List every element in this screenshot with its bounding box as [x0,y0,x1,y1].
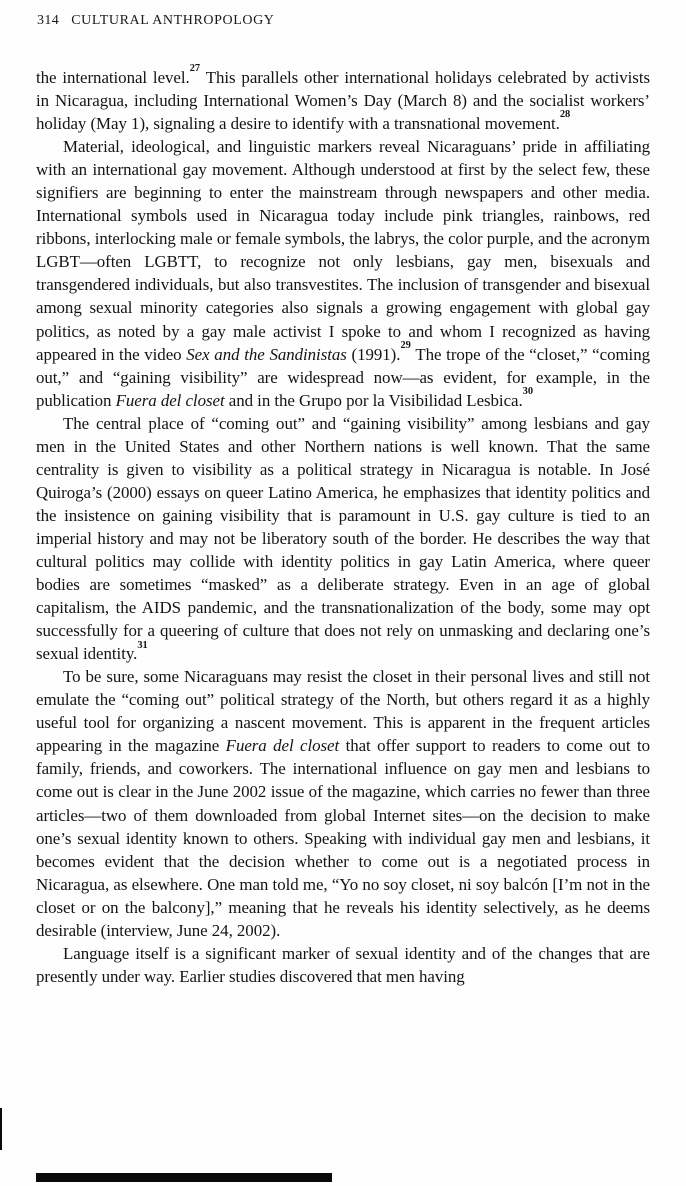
text-run: the international level. [36,68,190,87]
scan-artifact-bar [36,1173,332,1182]
scan-edge-line [0,1108,2,1150]
text-run: Material, ideological, and linguistic markers reveal Nicaraguans’ pride in affiliating with an international gay movement. Although understood at first by the select few, these signifiers are beginning to enter the mainstream through newspapers and other media. International symbols used in Nicaragua today include pink triangles, rainbows, red ribbons, interlocking male or female symbols, the labrys, the color purple, and the acronym LGBT—often LGBTT, to recognize not only lesbians, gay men, bisexuals and transgendered individuals, but also transvestites. The inclusion of transgender and bisexual among sexual minority categories also signals a growing engagement with global gay politics, as noted by a gay male activist I spoke to and whom I recognized as having appeared in the video [36,137,650,364]
page-number: 314 [37,13,60,28]
footnote-ref: 29 [400,339,411,351]
page-body [36,63,650,988]
text-run: and in the Grupo por la Visibilidad Lesbica. [224,390,523,410]
italic-run: Sex and the Sandinistas [186,344,347,364]
body-paragraph [36,665,650,942]
text-run: The central place of “coming out” and “gaining visibility” among lesbians and gay men in the United States and other Northern nations is well known. That the same centrality is given to visibility as a political strategy in Nicaragua is notable. In José Quiroga’s (2000) essays on queer Latino America, he emphasizes that identity politics and the insistence on gaining visibility that is paramount in U.S. gay culture is tied to an imperial history and may not be liberatory south of the border. He describes the way that cultural politics may collide with identity politics in gay Latin America, where queer bodies are sometimes “masked” as a deliberate strategy. Even in an age of global capitalism, the AIDS pandemic, and the transnationalization of the body, some may opt successfully for a queering of culture that does not rely on unmasking and declaring one’s sexual identity. [36,413,650,664]
body-paragraph [36,412,650,666]
text-run: (1991). [346,344,401,364]
text-run: Language itself is a significant marker of sexual identity and of the changes that are presently under way. Earlier studies discovered that men having [36,943,650,986]
body-paragraph [36,135,650,412]
text-run: that offer support to readers to come out to family, friends, and coworkers. The international influence on gay men and lesbians to come out is clear in the June 2002 issue of the magazine, which carries no fewer than three articles—two of them downloaded from global Internet sites—on the decision to make one’s sexual identity known to others. Speaking with individual gay men and lesbians, it becomes evident that the decision whether to come out is a negotiated process in Nicaragua, as elsewhere. One man told me, “Yo no soy closet, ni soy balcón [I’m not in the closet or on the balcony],” meaning that he reveals his identity selectively, as he deems desirable (interview, June 24, 2002). [36,736,650,940]
body-paragraph [36,63,650,135]
italic-run: Fuera del closet [225,736,340,756]
journal-title: CULTURAL ANTHROPOLOGY [71,13,275,28]
text-run: To be sure, some Nicaraguans may resist the closet in their personal lives and still not emulate the “coming out” political strategy of the North, but others regard it as a highly useful tool for organizing a nascent movement. This is apparent in the frequent articles appearing in the magazine [36,667,650,756]
footnote-ref: 27 [189,63,201,75]
footnote-ref: 31 [137,639,148,651]
body-paragraph [36,942,650,988]
page-header [37,13,275,29]
footnote-ref: 30 [522,386,534,398]
italic-run: Fuera del closet [115,390,225,410]
footnote-ref: 28 [559,109,571,121]
text-run: This parallels other international holidays celebrated by activists in Nicaragua, including International Women’s Day (March 8) and the socialist workers’ holiday (May 1), signaling a desire to identify with a transnational movement. [36,68,650,134]
text-run: The trope of the “closet,” “coming out,” and “gaining visibility” are widespread now—as evident, for example, in the publication [36,344,650,410]
